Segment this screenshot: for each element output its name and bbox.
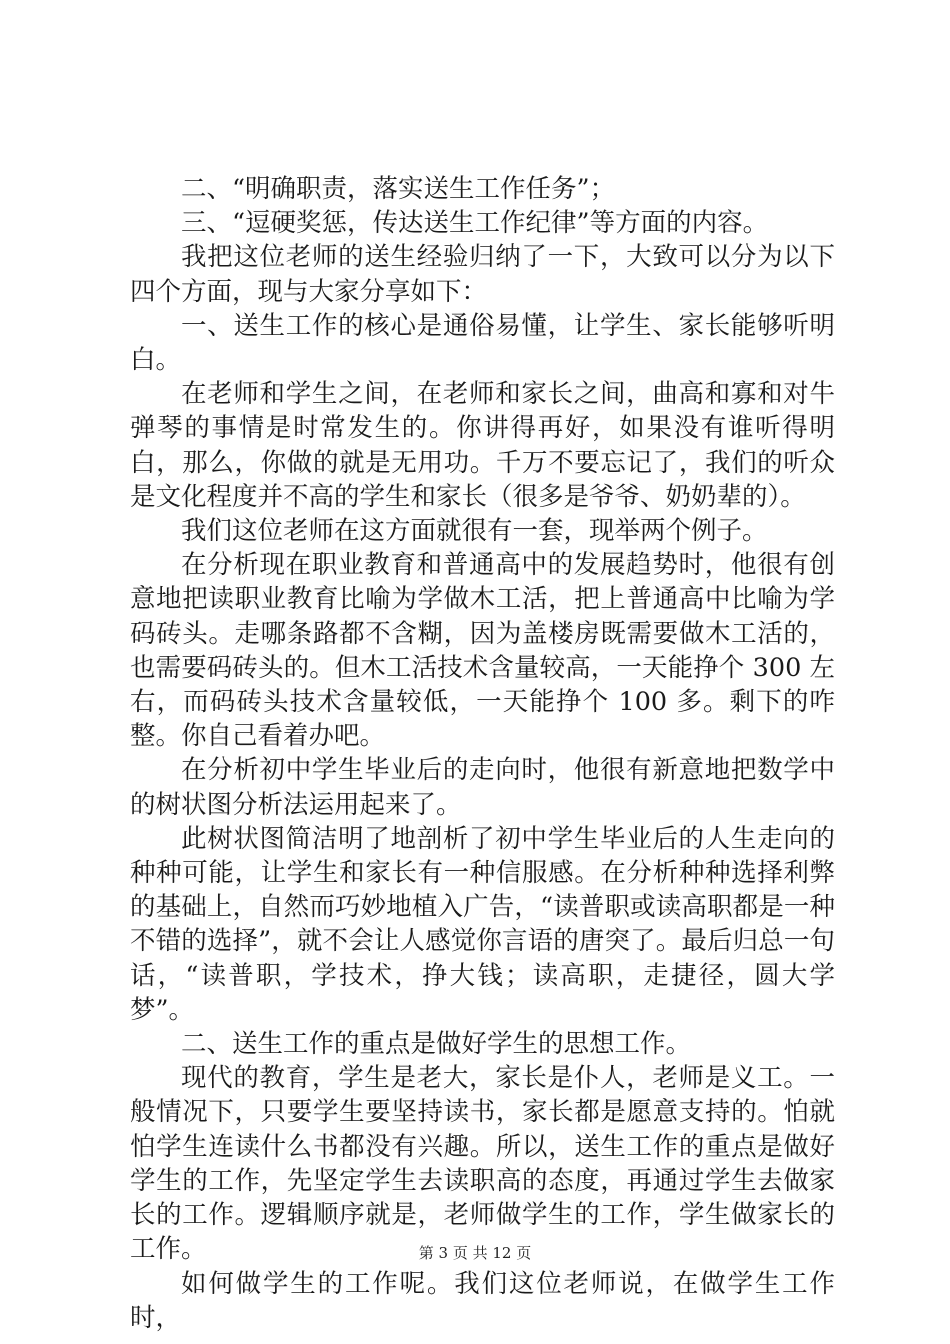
paragraph: 二、“明确职责，落实送生工作任务”； [181,174,616,204]
paragraph: 我们这位老师在这方面就很有一套，现举两个例子。 [181,516,768,547]
paragraph: 在分析现在职业教育和普通高中的发展趋势时，他很有创意地把读职业教育比喻为学做木工活，把上普通高中比喻为学码砖头。走哪条路都不含糊，因为盖楼房既需要做木工活的，也需要码砖头的。但木工活技术含量较高，一天能挣个 300 左右，而码砖头技术含量较低，一天能挣个 100 多。剩下的咋整。你自己看着办吧。 [130,550,835,752]
paragraph: 我把这位老师的送生经验归纳了一下，大致可以分为以下四个方面，现与大家分享如下： [130,242,835,307]
paragraph: 一、送生工作的核心是通俗易懂，让学生、家长能够听明白。 [130,310,835,376]
paragraph: 在老师和学生之间，在老师和家长之间，曲高和寡和对牛弹琴的事情是时常发生的。你讲得再好，如果没有谁听得明白，那么，你做的就是无用功。千万不要忘记了，我们的听众是文化程度并不高的学生和家长（很多是爷爷、奶奶辈的）。 [130,379,835,512]
paragraph: 二、送生工作的重点是做好学生的思想工作。 [181,1029,692,1060]
paragraph: 如何做学生的工作呢。我们这位老师说，在做学生工作时， [130,1268,835,1333]
paragraph: 此树状图简洁明了地剖析了初中学生毕业后的人生走向的种种可能，让学生和家长有一种信服感。在分析种种选择利弊的基础上，自然而巧妙地植入广告，“读普职或读高职都是一种不错的选择”，就不会让人感觉你言语的唐突了。最后归总一句话，“读普职，学技术，挣大钱；读高职，走捷径，圆大学梦”。 [130,823,835,1025]
document-body [130,172,835,1335]
paragraph: 现代的教育，学生是老大，家长是仆人，老师是义工。一般情况下，只要学生要坚持读书，家长都是愿意支持的。怕就怕学生连读什么书都没有兴趣。所以，送生工作的重点是做好学生的工作，先坚定学生去读职高的态度，再通过学生去做家长的工作。逻辑顺序就是，老师做学生的工作，学生做家长的工作。 [130,1063,835,1265]
page-number-footer: 第 3 页 共 12 页 [418,1244,532,1262]
paragraph: 在分析初中学生毕业后的走向时，他很有新意地把数学中的树状图分析法运用起来了。 [130,755,835,820]
paragraph: 三、“逗硬奖惩，传达送生工作纪律”等方面的内容。 [181,208,769,239]
